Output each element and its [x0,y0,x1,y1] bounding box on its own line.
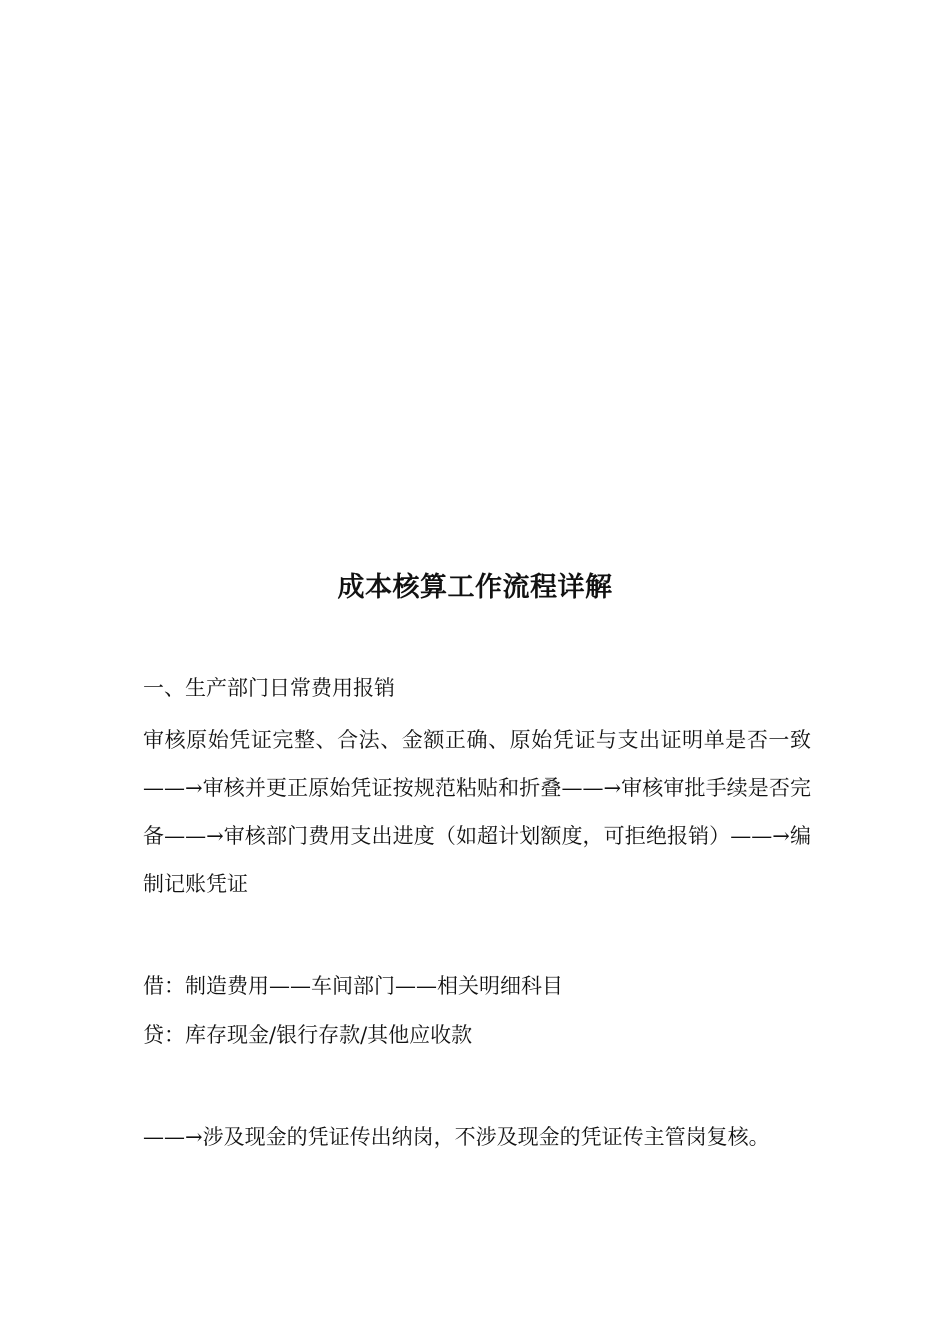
section-heading: 一、生产部门日常费用报销 [143,676,395,700]
debit-entry: 借：制造费用——车间部门——相关明细科目 [143,974,563,998]
document-title: 成本核算工作流程详解 [337,572,613,603]
process-flow-paragraph: 审核原始凭证完整、合法、金额正确、原始凭证与支出证明单是否一致——→审核并更正原始凭证按规范粘贴和折叠——→审核审批手续是否完备——→审核部门费用支出进度（如超计划额度，可拒绝报销）——→编制记账凭证 [143,728,811,896]
credit-entry: 贷：库存现金/银行存款/其他应收款 [143,1023,473,1047]
routing-note: ——→涉及现金的凭证传出纳岗，不涉及现金的凭证传主管岗复核。 [143,1125,770,1149]
